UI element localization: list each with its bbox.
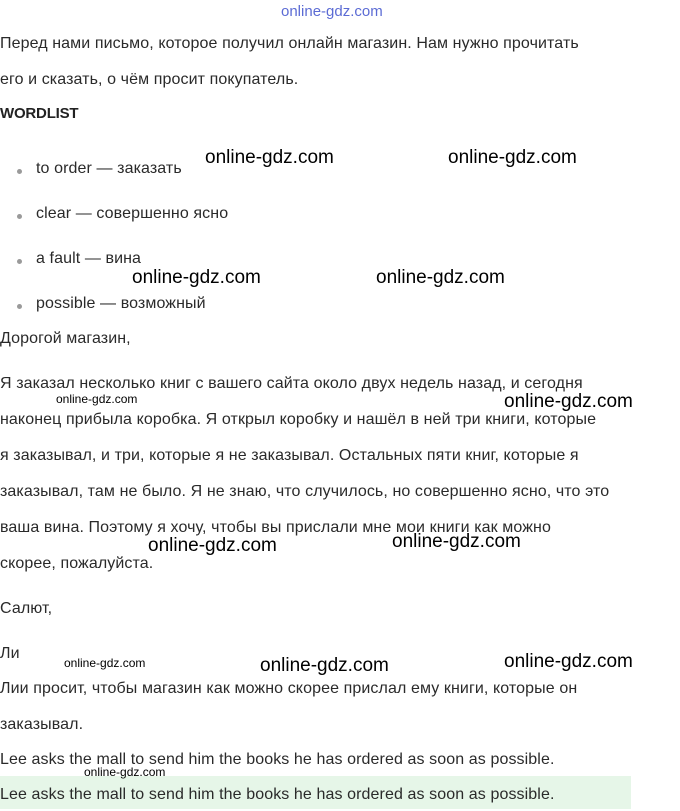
wordlist-item-text: to order — заказать bbox=[36, 160, 182, 177]
answer-en-highlighted: Lee asks the mall to send him the books he has ordered as soon as possible. bbox=[0, 786, 555, 803]
wordlist-item-text: a fault — вина bbox=[36, 250, 142, 267]
watermark: online-gdz.com bbox=[148, 535, 277, 556]
intro-line-1: Перед нами письмо, которое получил онлайн магазин. Нам нужно прочитать bbox=[0, 35, 579, 52]
bullet-icon bbox=[17, 169, 22, 174]
watermark: online-gdz.com bbox=[56, 392, 138, 406]
letter-line: скорее, пожалуйста. bbox=[0, 555, 154, 572]
wordlist-item-text: possible — возможный bbox=[36, 295, 206, 312]
bullet-icon bbox=[17, 214, 22, 219]
watermark: online-gdz.com bbox=[504, 651, 633, 672]
watermark: online-gdz.com bbox=[64, 656, 146, 670]
letter-line: Я заказал несколько книг с вашего сайта около двух недель назад, и сегодня bbox=[0, 375, 583, 392]
letter-closing: Салют, bbox=[0, 600, 53, 617]
watermark: online-gdz.com bbox=[504, 391, 633, 412]
watermark-top: online-gdz.com bbox=[281, 3, 383, 20]
letter-line: ваша вина. Поэтому я хочу, чтобы вы прислали мне мои книги как можно bbox=[0, 519, 551, 536]
letter-greeting: Дорогой магазин, bbox=[0, 330, 131, 347]
letter-line: я заказывал, и три, которые я не заказывал. Остальных пяти книг, которые я bbox=[0, 447, 579, 464]
letter-signature: Ли bbox=[0, 645, 20, 662]
bullet-icon bbox=[17, 259, 22, 264]
answer-en: Lee asks the mall to send him the books he has ordered as soon as possible. bbox=[0, 751, 555, 768]
watermark: online-gdz.com bbox=[260, 655, 389, 676]
watermark: online-gdz.com bbox=[132, 267, 261, 288]
wordlist-item-text: clear — совершенно ясно bbox=[36, 205, 229, 222]
watermark: online-gdz.com bbox=[376, 267, 505, 288]
watermark: online-gdz.com bbox=[205, 147, 334, 168]
watermark: online-gdz.com bbox=[84, 765, 166, 779]
bullet-icon bbox=[17, 304, 22, 309]
watermark: online-gdz.com bbox=[392, 531, 521, 552]
wordlist-heading: WORDLIST bbox=[0, 105, 79, 122]
answer-ru-line-1: Лии просит, чтобы магазин как можно скорее прислал ему книги, которые он bbox=[0, 680, 578, 697]
answer-ru-line-2: заказывал. bbox=[0, 716, 84, 733]
letter-line: заказывал, там не было. Я не знаю, что случилось, но совершенно ясно, что это bbox=[0, 483, 610, 500]
letter-line: наконец прибыла коробка. Я открыл коробку и нашёл в ней три книги, которые bbox=[0, 411, 597, 428]
intro-line-2: его и сказать, о чём просит покупатель. bbox=[0, 71, 299, 88]
watermark: online-gdz.com bbox=[448, 147, 577, 168]
